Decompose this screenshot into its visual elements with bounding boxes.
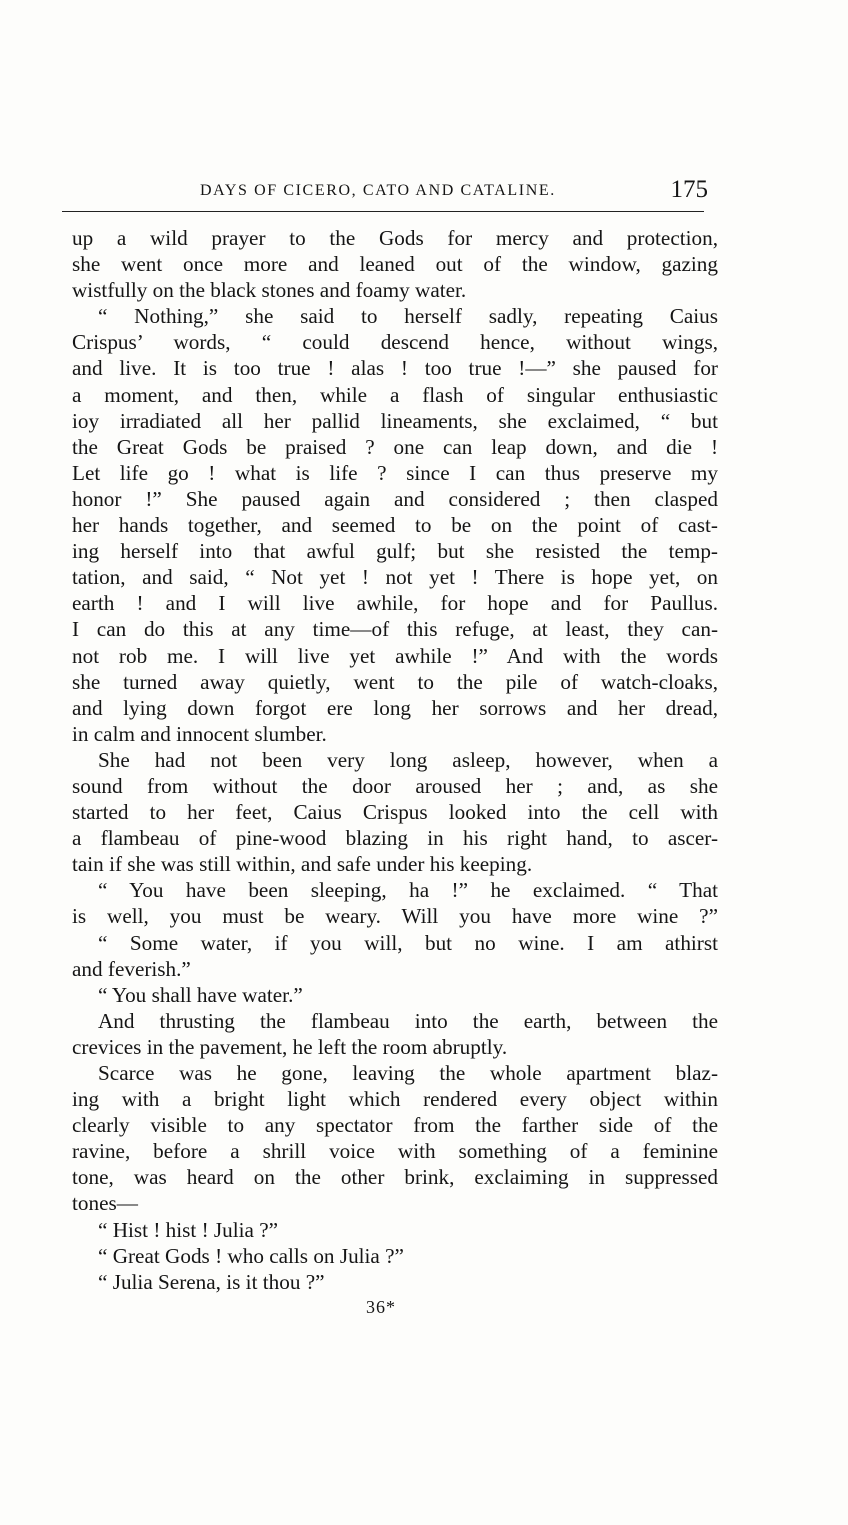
text-line: earth ! and I will live awhile, for hope and for Paullus. [72, 591, 718, 616]
text-line: “ Julia Serena, is it thou ?” [98, 1269, 325, 1294]
page-number: 175 [670, 176, 708, 203]
header-rule [62, 211, 704, 212]
text-line: ravine, before a shrill voice with something of a feminine [72, 1139, 718, 1164]
text-line: ing herself into that awful gulf; but she resisted the temp- [72, 539, 718, 564]
text-line: crevices in the pavement, he left the room abruptly. [72, 1034, 508, 1059]
text-line: she turned away quietly, went to the pile of watch-cloaks, [72, 669, 718, 694]
text-line: “ Nothing,” she said to herself sadly, repeating Caius [98, 304, 718, 329]
text-line: “ Great Gods ! who calls on Julia ?” [98, 1243, 404, 1268]
text-line: and live. It is too true ! alas ! too true !—” she paused for [72, 356, 718, 381]
text-line: tones— [72, 1191, 138, 1216]
text-line: tation, and said, “ Not yet ! not yet ! There is hope yet, on [72, 565, 718, 590]
text-line: tone, was heard on the other brink, exclaiming in suppressed [72, 1165, 718, 1190]
text-line: sound from without the door aroused her ; and, as she [72, 773, 718, 798]
text-line: “ Some water, if you will, but no wine. I am athirst [98, 930, 718, 955]
text-line: wistfully on the black stones and foamy water. [72, 278, 467, 303]
text-line: She had not been very long asleep, however, when a [98, 747, 718, 772]
text-line: Scarce was he gone, leaving the whole apartment blaz- [98, 1061, 718, 1085]
text-line: a moment, and then, while a flash of singular enthusiastic [72, 382, 718, 407]
text-line: ing with a bright light which rendered every object within [72, 1087, 718, 1112]
signature-mark: 36* [366, 1297, 396, 1317]
text-line: tain if she was still within, and safe under his keeping. [72, 852, 533, 877]
running-title: DAYS OF CICERO, CATO AND CATALINE. [200, 182, 556, 199]
text-line: And thrusting the flambeau into the earth, between the [98, 1008, 718, 1033]
text-line: clearly visible to any spectator from the farther side of the [72, 1113, 718, 1138]
text-line: in calm and innocent slumber. [72, 721, 327, 746]
text-line: started to her feet, Caius Crispus looked into the cell with [72, 800, 718, 825]
text-line: “ Hist ! hist ! Julia ?” [98, 1217, 279, 1242]
text-line: her hands together, and seemed to be on the point of cast- [72, 513, 718, 538]
text-line: ioy irradiated all her pallid lineaments, she exclaimed, “ but [72, 408, 718, 433]
text-line: and lying down forgot ere long her sorrows and her dread, [72, 695, 718, 720]
text-line: up a wild prayer to the Gods for mercy and protection, [72, 226, 718, 250]
body-text [72, 225, 718, 1295]
text-line: and feverish.” [72, 956, 191, 981]
text-line: “ You have been sleeping, ha !” he exclaimed. “ That [98, 878, 718, 903]
text-line: not rob me. I will live yet awhile !” And with the words [72, 643, 718, 668]
text-line: “ You shall have water.” [98, 982, 303, 1007]
text-line: honor !” She paused again and considered ; then clasped [72, 486, 718, 511]
running-head [62, 176, 712, 208]
text-line: I can do this at any time—of this refuge, at least, they can- [72, 617, 718, 642]
text-line: Crispus’ words, “ could descend hence, without wings, [72, 330, 718, 355]
text-line: the Great Gods be praised ? one can leap down, and die ! [72, 434, 718, 459]
text-line: is well, you must be weary. Will you have more wine ?” [72, 904, 718, 929]
text-line: a flambeau of pine-wood blazing in his right hand, to ascer- [72, 826, 718, 851]
text-line: she went once more and leaned out of the window, gazing [72, 252, 718, 277]
text-line: Let life go ! what is life ? since I can thus preserve my [72, 460, 718, 485]
